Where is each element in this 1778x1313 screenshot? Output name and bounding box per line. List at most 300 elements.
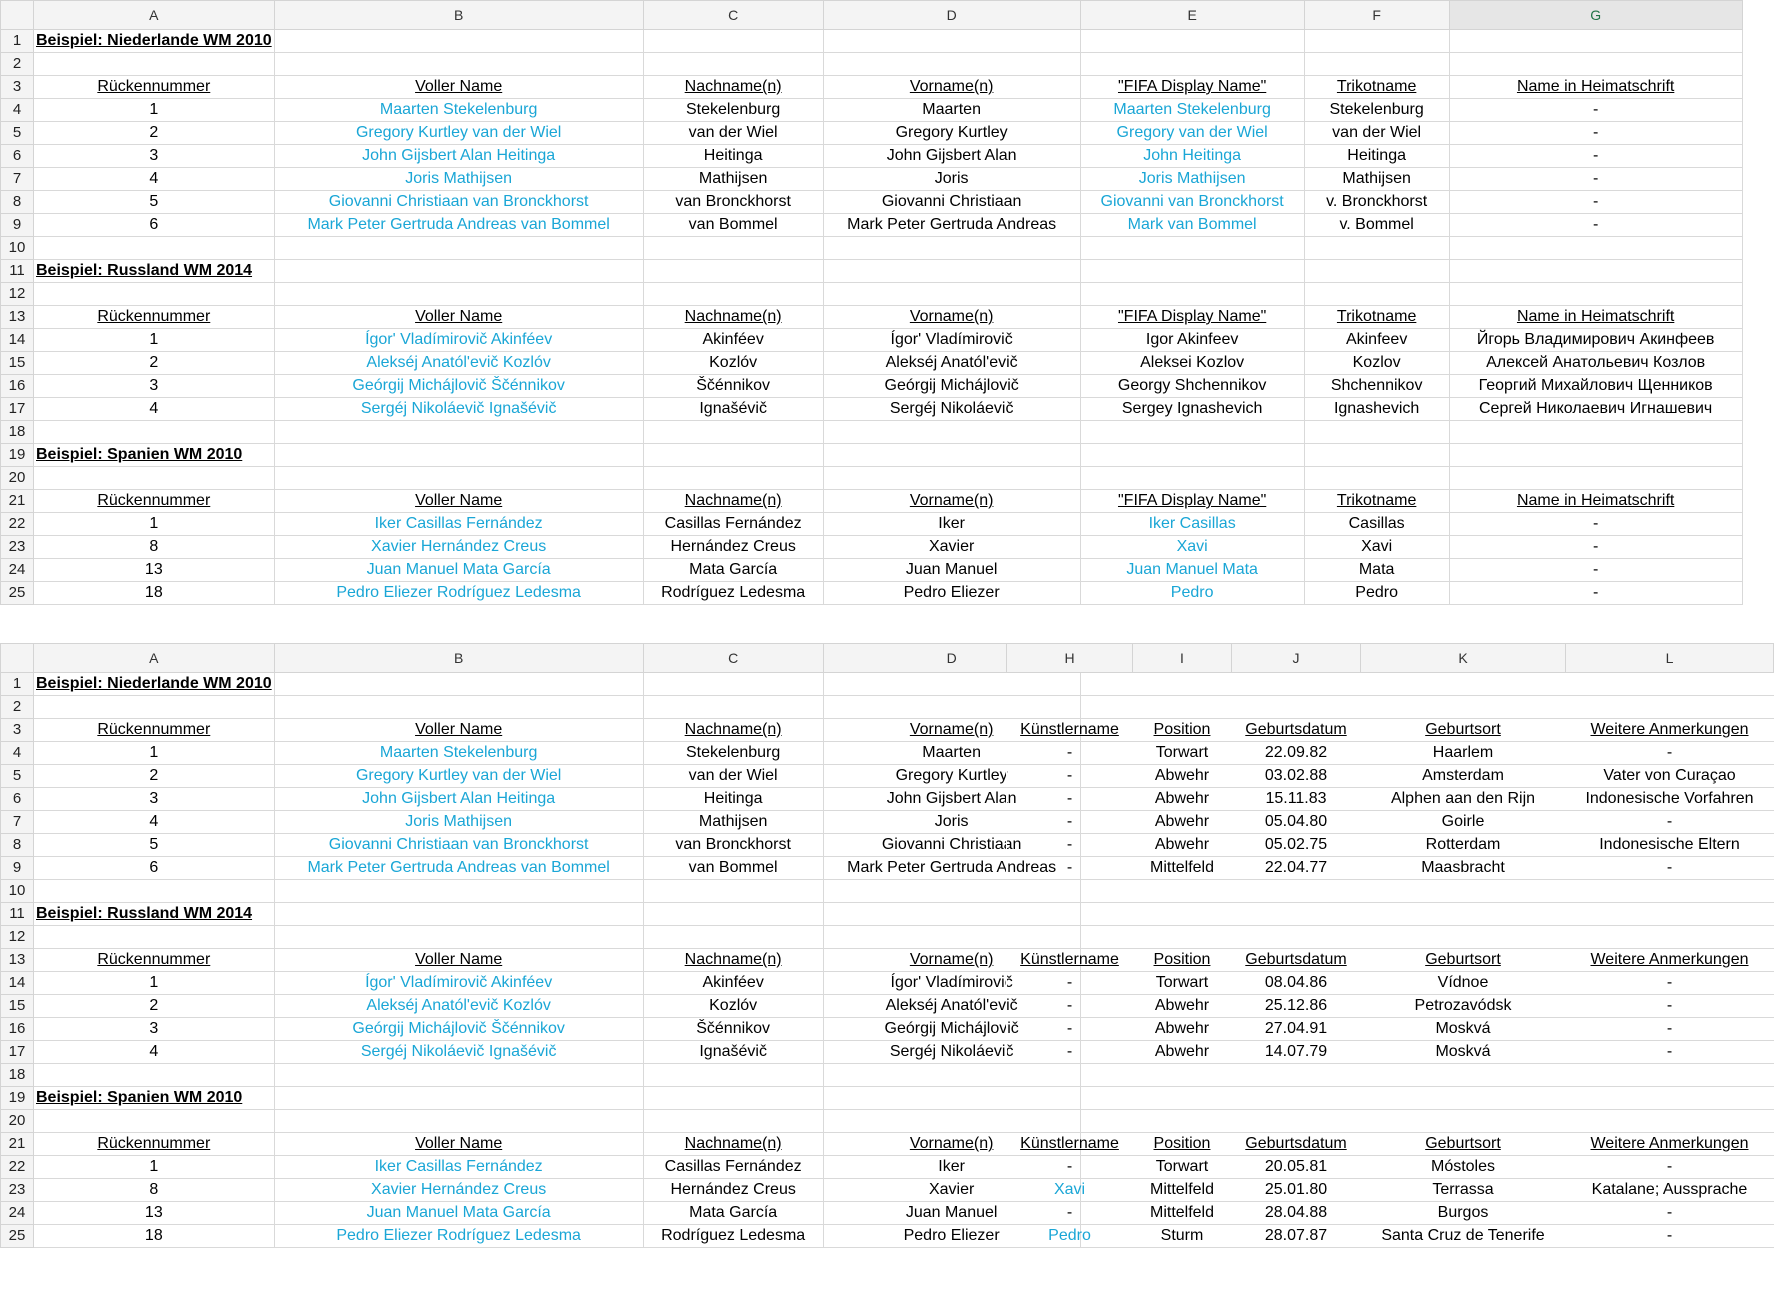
data-cell[interactable]	[34, 1041, 275, 1064]
data-cell[interactable]	[34, 536, 275, 559]
row-header[interactable]: 23	[1, 536, 34, 559]
column-label-c[interactable]	[643, 949, 823, 972]
row-header[interactable]: 22	[1, 1156, 34, 1179]
empty-cell[interactable]	[643, 444, 823, 467]
data-cell[interactable]	[1080, 122, 1304, 145]
empty-cell[interactable]	[643, 1087, 823, 1110]
empty-cell[interactable]	[643, 467, 823, 490]
column-label-h[interactable]	[1007, 719, 1133, 742]
data-cell[interactable]	[643, 398, 823, 421]
data-cell[interactable]	[1133, 995, 1232, 1018]
empty-cell[interactable]	[1080, 30, 1304, 53]
empty-cell[interactable]	[1007, 903, 1133, 926]
data-cell[interactable]	[34, 352, 275, 375]
column-label-j[interactable]	[1232, 949, 1361, 972]
data-cell[interactable]	[1304, 191, 1449, 214]
data-cell[interactable]	[1232, 811, 1361, 834]
data-cell[interactable]	[1361, 742, 1566, 765]
data-cell[interactable]	[1133, 1225, 1232, 1248]
data-cell[interactable]	[1361, 765, 1566, 788]
data-cell[interactable]	[1232, 765, 1361, 788]
data-cell[interactable]	[643, 742, 823, 765]
data-cell[interactable]	[643, 972, 823, 995]
data-cell[interactable]	[274, 972, 643, 995]
empty-cell[interactable]	[643, 421, 823, 444]
empty-cell[interactable]	[823, 30, 1080, 53]
data-cell[interactable]	[1232, 788, 1361, 811]
data-cell[interactable]	[1133, 834, 1232, 857]
column-label-i[interactable]	[1133, 719, 1232, 742]
empty-cell[interactable]	[1361, 673, 1566, 696]
empty-cell[interactable]	[1232, 1064, 1361, 1087]
empty-cell[interactable]	[1449, 53, 1742, 76]
data-cell[interactable]	[1449, 145, 1742, 168]
data-cell[interactable]	[1449, 513, 1742, 536]
data-cell[interactable]	[1007, 1041, 1133, 1064]
row-header[interactable]: 21	[1, 1133, 34, 1156]
data-cell[interactable]	[1361, 1156, 1566, 1179]
row-header[interactable]: 10	[1, 237, 34, 260]
data-cell[interactable]	[643, 1225, 823, 1248]
data-cell[interactable]	[1080, 559, 1304, 582]
data-cell[interactable]	[1304, 513, 1449, 536]
column-header-b[interactable]: B	[274, 1, 643, 30]
data-cell[interactable]	[34, 375, 275, 398]
empty-cell[interactable]	[1304, 283, 1449, 306]
empty-cell[interactable]	[34, 421, 275, 444]
row-header[interactable]: 11	[1, 260, 34, 283]
column-label-f[interactable]	[1304, 306, 1449, 329]
data-cell[interactable]	[823, 536, 1080, 559]
empty-cell[interactable]	[643, 1110, 823, 1133]
data-cell[interactable]	[1304, 168, 1449, 191]
data-cell[interactable]	[274, 788, 643, 811]
data-cell[interactable]	[1566, 1225, 1774, 1248]
data-cell[interactable]	[1133, 788, 1232, 811]
empty-cell[interactable]	[1080, 53, 1304, 76]
data-cell[interactable]	[643, 1179, 823, 1202]
column-label-c[interactable]	[643, 76, 823, 99]
empty-cell[interactable]	[1361, 696, 1566, 719]
data-cell[interactable]	[34, 1156, 275, 1179]
data-cell[interactable]	[274, 857, 643, 880]
column-label-c[interactable]	[643, 1133, 823, 1156]
empty-cell[interactable]	[1133, 1064, 1232, 1087]
data-cell[interactable]	[1080, 582, 1304, 605]
row-header[interactable]: 17	[1, 398, 34, 421]
row-header[interactable]: 4	[1, 742, 34, 765]
column-header-k[interactable]: K	[1361, 644, 1566, 673]
data-cell[interactable]	[643, 1156, 823, 1179]
data-cell[interactable]	[1232, 972, 1361, 995]
data-cell[interactable]	[643, 765, 823, 788]
column-header-i[interactable]: I	[1133, 644, 1232, 673]
column-label-c[interactable]	[643, 306, 823, 329]
empty-cell[interactable]	[274, 1087, 643, 1110]
empty-cell[interactable]	[643, 1064, 823, 1087]
column-label-l[interactable]	[1566, 949, 1774, 972]
column-label-b[interactable]	[274, 949, 643, 972]
column-label-j[interactable]	[1232, 1133, 1361, 1156]
data-cell[interactable]	[34, 834, 275, 857]
row-header[interactable]: 16	[1, 375, 34, 398]
empty-cell[interactable]	[643, 696, 823, 719]
data-cell[interactable]	[1361, 811, 1566, 834]
column-header-h[interactable]: H	[1007, 644, 1133, 673]
empty-cell[interactable]	[1133, 926, 1232, 949]
data-cell[interactable]	[823, 168, 1080, 191]
empty-cell[interactable]	[1449, 421, 1742, 444]
data-cell[interactable]	[274, 811, 643, 834]
data-cell[interactable]	[1361, 1041, 1566, 1064]
empty-cell[interactable]	[643, 283, 823, 306]
empty-cell[interactable]	[1304, 444, 1449, 467]
column-label-k[interactable]	[1361, 719, 1566, 742]
row-header[interactable]: 2	[1, 53, 34, 76]
empty-cell[interactable]	[1007, 926, 1133, 949]
empty-cell[interactable]	[274, 880, 643, 903]
data-cell[interactable]	[1566, 1179, 1774, 1202]
column-label-d[interactable]	[823, 490, 1080, 513]
empty-cell[interactable]	[34, 283, 275, 306]
data-cell[interactable]	[643, 559, 823, 582]
data-cell[interactable]	[1232, 1041, 1361, 1064]
data-cell[interactable]	[1304, 352, 1449, 375]
row-header[interactable]: 12	[1, 283, 34, 306]
empty-cell[interactable]	[274, 30, 643, 53]
section-title[interactable]: Beispiel: Niederlande WM 2010	[34, 673, 275, 696]
data-cell[interactable]	[1566, 972, 1774, 995]
data-cell[interactable]	[643, 582, 823, 605]
data-cell[interactable]	[823, 559, 1080, 582]
empty-cell[interactable]	[1361, 1087, 1566, 1110]
data-cell[interactable]	[34, 191, 275, 214]
column-header-g[interactable]: G	[1449, 1, 1742, 30]
empty-cell[interactable]	[1232, 903, 1361, 926]
section-title[interactable]: Beispiel: Niederlande WM 2010	[34, 30, 275, 53]
empty-cell[interactable]	[274, 467, 643, 490]
data-cell[interactable]	[1304, 122, 1449, 145]
empty-cell[interactable]	[34, 1064, 275, 1087]
data-cell[interactable]	[1449, 122, 1742, 145]
data-cell[interactable]	[1304, 559, 1449, 582]
empty-cell[interactable]	[34, 926, 275, 949]
data-cell[interactable]	[274, 122, 643, 145]
empty-cell[interactable]	[1232, 1110, 1361, 1133]
data-cell[interactable]	[1080, 329, 1304, 352]
data-cell[interactable]	[1080, 191, 1304, 214]
data-cell[interactable]	[643, 214, 823, 237]
data-cell[interactable]	[1566, 765, 1774, 788]
data-cell[interactable]	[1080, 352, 1304, 375]
data-cell[interactable]	[643, 375, 823, 398]
row-header[interactable]: 5	[1, 122, 34, 145]
row-header[interactable]: 15	[1, 352, 34, 375]
empty-cell[interactable]	[1080, 260, 1304, 283]
data-cell[interactable]	[643, 857, 823, 880]
empty-cell[interactable]	[1133, 880, 1232, 903]
data-cell[interactable]	[274, 1156, 643, 1179]
data-cell[interactable]	[274, 582, 643, 605]
empty-cell[interactable]	[1361, 926, 1566, 949]
data-cell[interactable]	[1080, 375, 1304, 398]
data-cell[interactable]	[1304, 536, 1449, 559]
row-header[interactable]: 12	[1, 926, 34, 949]
column-label-c[interactable]	[643, 719, 823, 742]
data-cell[interactable]	[1232, 742, 1361, 765]
data-cell[interactable]	[823, 329, 1080, 352]
data-cell[interactable]	[1304, 329, 1449, 352]
data-cell[interactable]	[1133, 857, 1232, 880]
row-header[interactable]: 8	[1, 834, 34, 857]
data-cell[interactable]	[274, 1179, 643, 1202]
empty-cell[interactable]	[274, 444, 643, 467]
empty-cell[interactable]	[823, 260, 1080, 283]
empty-cell[interactable]	[1361, 1110, 1566, 1133]
empty-cell[interactable]	[1080, 237, 1304, 260]
column-label-k[interactable]	[1361, 949, 1566, 972]
empty-cell[interactable]	[274, 237, 643, 260]
data-cell[interactable]	[1007, 1202, 1133, 1225]
data-cell[interactable]	[643, 145, 823, 168]
empty-cell[interactable]	[823, 467, 1080, 490]
data-cell[interactable]	[1304, 398, 1449, 421]
data-cell[interactable]	[1566, 742, 1774, 765]
data-cell[interactable]	[1007, 857, 1133, 880]
data-cell[interactable]	[34, 742, 275, 765]
column-label-b[interactable]	[274, 719, 643, 742]
data-cell[interactable]	[823, 122, 1080, 145]
empty-cell[interactable]	[1232, 880, 1361, 903]
empty-cell[interactable]	[1304, 237, 1449, 260]
data-cell[interactable]	[823, 375, 1080, 398]
row-header[interactable]: 13	[1, 949, 34, 972]
data-cell[interactable]	[1232, 1018, 1361, 1041]
column-header-e[interactable]: E	[1080, 1, 1304, 30]
column-header-j[interactable]: J	[1232, 644, 1361, 673]
data-cell[interactable]	[274, 1225, 643, 1248]
row-header[interactable]: 19	[1, 1087, 34, 1110]
data-cell[interactable]	[1449, 329, 1742, 352]
data-cell[interactable]	[34, 214, 275, 237]
data-cell[interactable]	[643, 329, 823, 352]
empty-cell[interactable]	[1449, 467, 1742, 490]
row-header[interactable]: 3	[1, 76, 34, 99]
data-cell[interactable]	[1361, 972, 1566, 995]
data-cell[interactable]	[34, 329, 275, 352]
empty-cell[interactable]	[643, 903, 823, 926]
row-header[interactable]: 3	[1, 719, 34, 742]
row-header[interactable]: 10	[1, 880, 34, 903]
data-cell[interactable]	[274, 168, 643, 191]
data-cell[interactable]	[274, 214, 643, 237]
data-cell[interactable]	[34, 513, 275, 536]
empty-cell[interactable]	[643, 53, 823, 76]
empty-cell[interactable]	[274, 283, 643, 306]
row-header[interactable]: 18	[1, 1064, 34, 1087]
empty-cell[interactable]	[274, 1064, 643, 1087]
row-header[interactable]: 18	[1, 421, 34, 444]
section-title[interactable]: Beispiel: Russland WM 2014	[34, 903, 275, 926]
empty-cell[interactable]	[1449, 283, 1742, 306]
row-header[interactable]: 23	[1, 1179, 34, 1202]
data-cell[interactable]	[643, 191, 823, 214]
empty-cell[interactable]	[1361, 880, 1566, 903]
data-cell[interactable]	[274, 559, 643, 582]
data-cell[interactable]	[274, 834, 643, 857]
section-title[interactable]: Beispiel: Russland WM 2014	[34, 260, 275, 283]
empty-cell[interactable]	[1232, 673, 1361, 696]
data-cell[interactable]	[1304, 375, 1449, 398]
column-label-b[interactable]	[274, 490, 643, 513]
empty-cell[interactable]	[1361, 903, 1566, 926]
column-label-i[interactable]	[1133, 949, 1232, 972]
row-header[interactable]: 7	[1, 811, 34, 834]
column-label-b[interactable]	[274, 1133, 643, 1156]
empty-cell[interactable]	[1449, 260, 1742, 283]
row-header[interactable]: 25	[1, 1225, 34, 1248]
data-cell[interactable]	[1361, 834, 1566, 857]
column-label-i[interactable]	[1133, 1133, 1232, 1156]
select-all-corner[interactable]	[1, 644, 34, 673]
row-header[interactable]: 9	[1, 214, 34, 237]
column-header-d[interactable]: D	[823, 644, 1080, 673]
data-cell[interactable]	[1566, 1202, 1774, 1225]
row-header[interactable]: 1	[1, 30, 34, 53]
row-header[interactable]: 14	[1, 329, 34, 352]
data-cell[interactable]	[34, 788, 275, 811]
column-label-e[interactable]	[1080, 306, 1304, 329]
data-cell[interactable]	[643, 788, 823, 811]
data-cell[interactable]	[274, 995, 643, 1018]
empty-cell[interactable]	[1007, 1064, 1133, 1087]
empty-cell[interactable]	[274, 926, 643, 949]
row-header[interactable]: 24	[1, 1202, 34, 1225]
empty-cell[interactable]	[823, 237, 1080, 260]
row-header[interactable]: 8	[1, 191, 34, 214]
data-cell[interactable]	[1449, 375, 1742, 398]
empty-cell[interactable]	[1080, 467, 1304, 490]
data-cell[interactable]	[1361, 995, 1566, 1018]
data-cell[interactable]	[1133, 765, 1232, 788]
data-cell[interactable]	[1080, 99, 1304, 122]
data-cell[interactable]	[274, 1041, 643, 1064]
empty-cell[interactable]	[643, 260, 823, 283]
data-cell[interactable]	[1449, 582, 1742, 605]
data-cell[interactable]	[34, 145, 275, 168]
data-cell[interactable]	[1361, 1179, 1566, 1202]
data-cell[interactable]	[34, 995, 275, 1018]
data-cell[interactable]	[1007, 995, 1133, 1018]
row-header[interactable]: 19	[1, 444, 34, 467]
data-cell[interactable]	[1232, 834, 1361, 857]
data-cell[interactable]	[1449, 168, 1742, 191]
data-cell[interactable]	[823, 99, 1080, 122]
data-cell[interactable]	[1133, 1156, 1232, 1179]
data-cell[interactable]	[643, 834, 823, 857]
data-cell[interactable]	[1232, 1156, 1361, 1179]
empty-cell[interactable]	[1133, 673, 1232, 696]
column-label-f[interactable]	[1304, 76, 1449, 99]
data-cell[interactable]	[1232, 995, 1361, 1018]
data-cell[interactable]	[1133, 972, 1232, 995]
data-cell[interactable]	[1361, 1202, 1566, 1225]
empty-cell[interactable]	[1304, 421, 1449, 444]
column-header-a[interactable]: A	[34, 1, 275, 30]
data-cell[interactable]	[823, 398, 1080, 421]
data-cell[interactable]	[1080, 168, 1304, 191]
data-cell[interactable]	[274, 145, 643, 168]
empty-cell[interactable]	[1133, 1110, 1232, 1133]
data-cell[interactable]	[1449, 214, 1742, 237]
column-header-f[interactable]: F	[1304, 1, 1449, 30]
data-cell[interactable]	[1232, 1225, 1361, 1248]
data-cell[interactable]	[274, 765, 643, 788]
column-label-k[interactable]	[1361, 1133, 1566, 1156]
empty-cell[interactable]	[1232, 696, 1361, 719]
row-header[interactable]: 20	[1, 467, 34, 490]
data-cell[interactable]	[1304, 582, 1449, 605]
row-header[interactable]: 4	[1, 99, 34, 122]
empty-cell[interactable]	[34, 53, 275, 76]
data-cell[interactable]	[34, 168, 275, 191]
empty-cell[interactable]	[274, 1110, 643, 1133]
empty-cell[interactable]	[34, 237, 275, 260]
section-title[interactable]: Beispiel: Spanien WM 2010	[34, 1087, 275, 1110]
data-cell[interactable]	[1007, 834, 1133, 857]
empty-cell[interactable]	[1080, 421, 1304, 444]
data-cell[interactable]	[1566, 811, 1774, 834]
row-header[interactable]: 24	[1, 559, 34, 582]
row-header[interactable]: 25	[1, 582, 34, 605]
data-cell[interactable]	[1080, 214, 1304, 237]
empty-cell[interactable]	[823, 53, 1080, 76]
column-label-e[interactable]	[1080, 76, 1304, 99]
data-cell[interactable]	[643, 1202, 823, 1225]
data-cell[interactable]	[823, 352, 1080, 375]
column-label-g[interactable]	[1449, 76, 1742, 99]
column-label-d[interactable]	[823, 76, 1080, 99]
column-label-a[interactable]	[34, 949, 275, 972]
empty-cell[interactable]	[823, 283, 1080, 306]
column-header-c[interactable]: C	[643, 1, 823, 30]
data-cell[interactable]	[34, 1179, 275, 1202]
data-cell[interactable]	[1080, 145, 1304, 168]
empty-cell[interactable]	[1232, 926, 1361, 949]
data-cell[interactable]	[1361, 1018, 1566, 1041]
data-cell[interactable]	[1566, 1156, 1774, 1179]
column-label-d[interactable]	[823, 306, 1080, 329]
data-cell[interactable]	[1133, 1041, 1232, 1064]
empty-cell[interactable]	[1007, 880, 1133, 903]
empty-cell[interactable]	[1566, 903, 1774, 926]
data-cell[interactable]	[643, 99, 823, 122]
data-cell[interactable]	[1449, 398, 1742, 421]
data-cell[interactable]	[1566, 788, 1774, 811]
empty-cell[interactable]	[34, 467, 275, 490]
empty-cell[interactable]	[274, 53, 643, 76]
empty-cell[interactable]	[1449, 237, 1742, 260]
column-label-g[interactable]	[1449, 306, 1742, 329]
empty-cell[interactable]	[1566, 1110, 1774, 1133]
data-cell[interactable]	[823, 513, 1080, 536]
data-cell[interactable]	[1566, 857, 1774, 880]
empty-cell[interactable]	[1133, 696, 1232, 719]
empty-cell[interactable]	[1007, 673, 1133, 696]
data-cell[interactable]	[34, 99, 275, 122]
data-cell[interactable]	[1304, 214, 1449, 237]
data-cell[interactable]	[34, 398, 275, 421]
